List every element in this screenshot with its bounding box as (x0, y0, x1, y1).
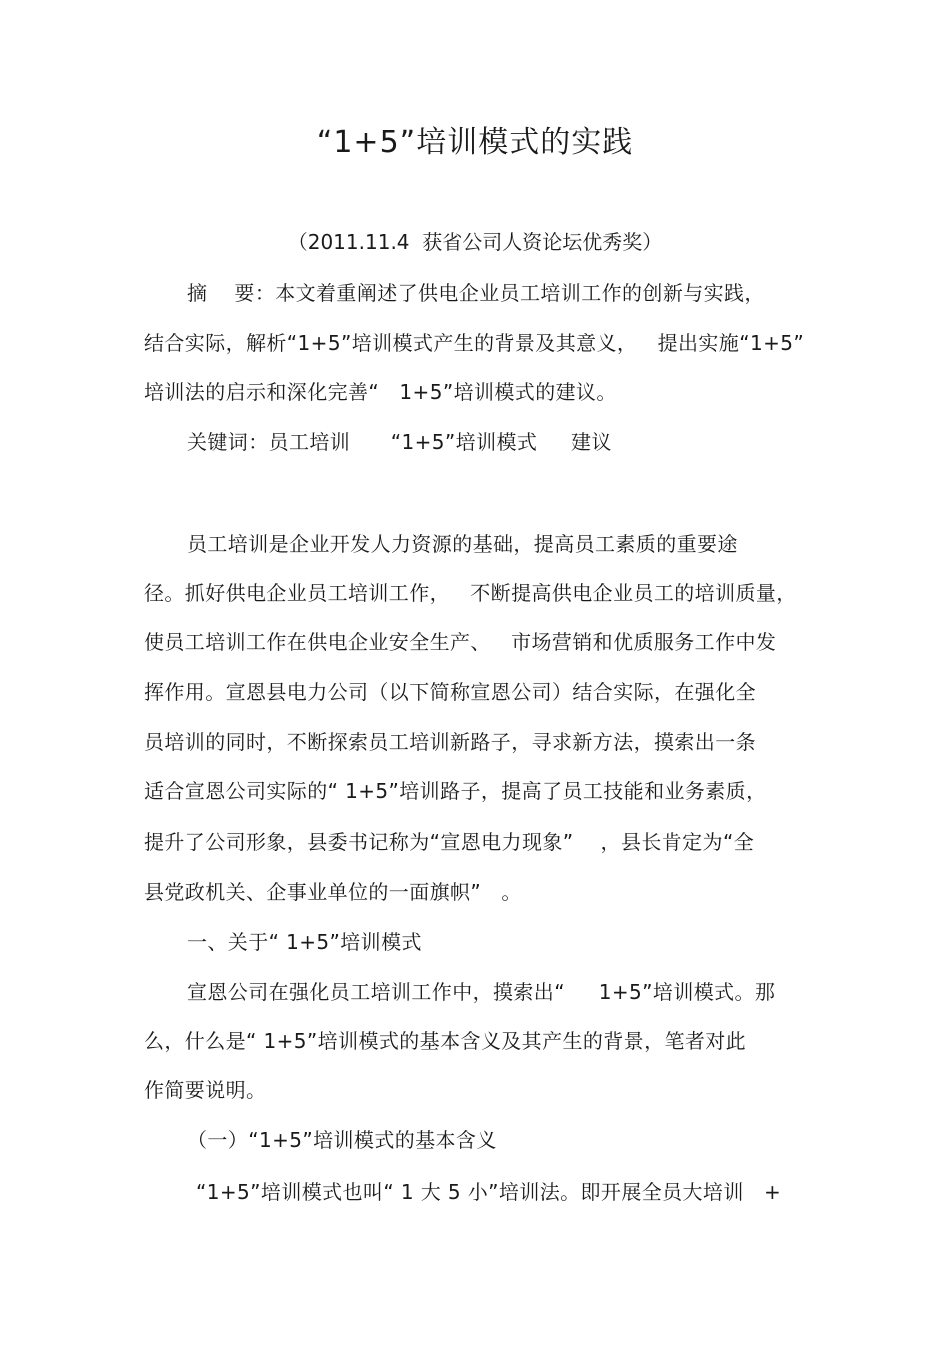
intro-line-7: 提升了公司形象，县委书记称为“宣恩电力现象” ，县长肯定为“全 (144, 830, 755, 854)
intro-line-4: 挥作用。宣恩县电力公司（以下简称宣恩公司）结合实际，在强化全 (144, 680, 756, 704)
intro-line-3: 使员工培训工作在供电企业安全生产、 市场营销和优质服务工作中发 (144, 630, 777, 654)
abstract-line-1: 摘 要：本文着重阐述了供电企业员工培训工作的创新与实践， (187, 281, 765, 305)
document-title: “1+5”培训模式的实践 (316, 125, 634, 160)
section-1-line-1: 宣恩公司在强化员工培训工作中，摸索出“ 1+5”培训模式。那 (187, 980, 776, 1004)
section-1-line-3: 作简要说明。 (144, 1078, 267, 1102)
abstract-line-3: 培训法的启示和深化完善“ 1+5”培训模式的建议。 (144, 380, 617, 404)
subsection-1-line-1: “1+5”培训模式也叫“ 1 大 5 小”培训法。即开展全员大培训 + (196, 1180, 782, 1204)
intro-line-1: 员工培训是企业开发人力资源的基础，提高员工素质的重要途 (187, 532, 738, 556)
intro-line-2: 径。抓好供电企业员工培训工作， 不断提高供电企业员工的培训质量， (144, 581, 797, 605)
subsection-1-heading: （一）“1+5”培训模式的基本含义 (187, 1128, 497, 1152)
section-1-line-2: 么，什么是“ 1+5”培训模式的基本含义及其产生的背景，笔者对此 (144, 1029, 747, 1053)
intro-line-6: 适合宣恩公司实际的“ 1+5”培训路子，提高了员工技能和业务素质， (144, 779, 767, 803)
keywords-line: 关键词：员工培训 “1+5”培训模式 建议 (187, 430, 612, 454)
intro-line-8: 县党政机关、企事业单位的一面旗帜” 。 (144, 880, 522, 904)
document-subtitle: （2011.11.4 获省公司人资论坛优秀奖） (287, 230, 663, 254)
intro-line-5: 员培训的同时，不断探索员工培训新路子，寻求新方法，摸索出一条 (144, 730, 756, 754)
abstract-line-2: 结合实际，解析“1+5”培训模式产生的背景及其意义， 提出实施“1+5” (144, 331, 805, 355)
section-1-heading: 一、关于“ 1+5”培训模式 (187, 930, 422, 954)
